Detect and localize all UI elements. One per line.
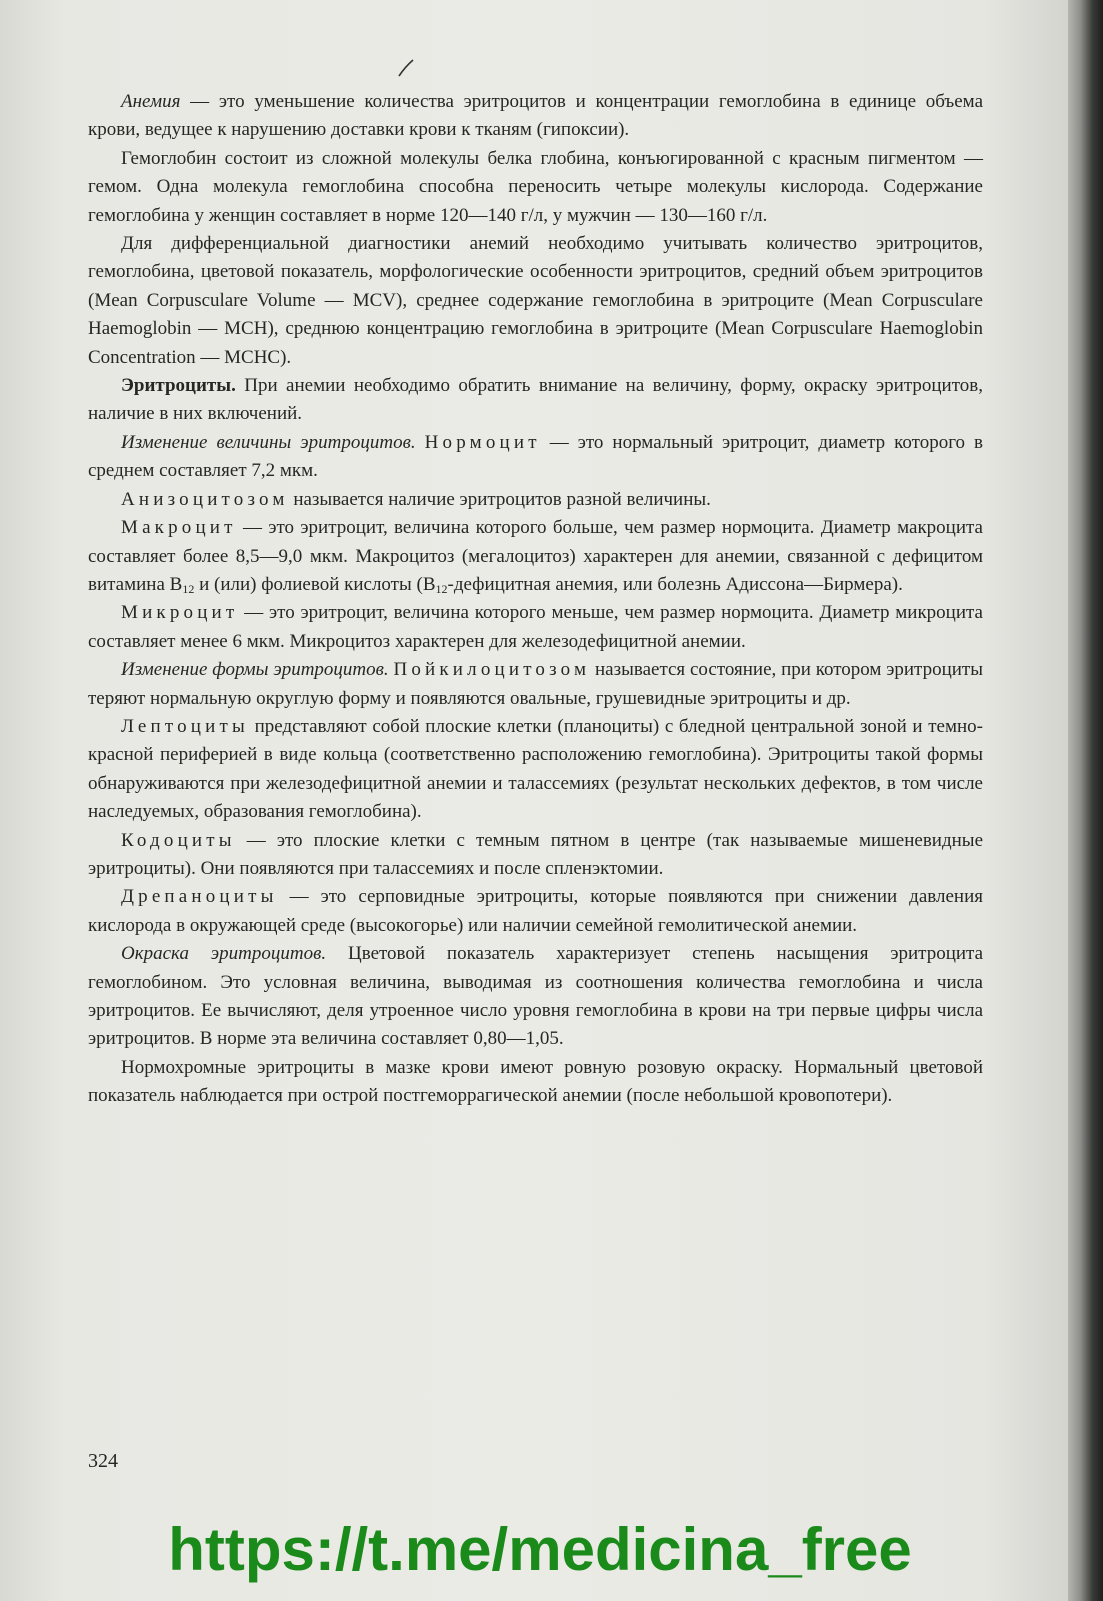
paragraph-text: При анемии необходимо обратить внимание на величину, форму, окраску эритроцитов, наличие в них включений. [88, 375, 983, 425]
paragraph-text: Цветовой показатель характеризует степень насыщения эритроцита гемоглобином. Это условная величина, выводимая из соотношения количества гемоглобина и числа эритроцитов. Ее вычисляют, деля утроенное число уровня гемоглобина в крови на три первые цифры числа эритроцитов. В норме эта величина составляет 0,80—1,05. [88, 943, 984, 1050]
subheading-shape-change: Изменение формы эритроцитов. [121, 659, 389, 681]
paragraph-hemoglobin [88, 145, 983, 230]
book-edge-shadow [1068, 0, 1103, 1601]
term-anisocytosis: Анизоцитозом [121, 488, 289, 510]
paragraph-text: — это эритроцит, величина которого больше, чем размер нормоцита. Диаметр макроцита составляет более 8,5—9,0 мкм. Макроцитоз (мегалоцитоз) характерен для анемии, связанной с дефицитом витамина B [88, 517, 983, 595]
term-drepanocytes: Дрепаноциты [121, 886, 278, 908]
term-microcyte: Микроцит [121, 602, 239, 624]
subscript: 12 [435, 581, 448, 596]
paragraph-text: называется наличие эритроцитов разной величины. [288, 488, 711, 510]
paragraph-text: Нормохромные эритроциты в мазке крови имеют ровную розовую окраску. Нормальный цветовой показатель наблюдается при острой постгеморрагической анемии (после небольшой кровопотери). [88, 1056, 983, 1107]
paragraph-erythrocytes [88, 372, 983, 429]
watermark-link[interactable]: https://t.me/medicina_free [168, 1516, 912, 1583]
paragraph-normocyte [88, 429, 983, 486]
paragraph-poikilocytosis [88, 656, 983, 713]
paragraph-drepanocytes [88, 883, 983, 940]
paragraph-differential-diagnosis [88, 230, 983, 372]
paragraph-text: -дефицитная анемия, или болезнь Адиссона—Бирмера). [447, 573, 903, 595]
paragraph-color-index [88, 940, 983, 1054]
term-leptocytes: Лептоциты [121, 715, 249, 737]
paragraph-text: — это плоские клетки с темным пятном в центре (так называемые мишеневидные эритроциты). Они появляются при талассемиях и после спленэктомии. [88, 829, 983, 879]
term-erythrocytes: Эритроциты. [121, 375, 236, 397]
paragraph-text: Для дифференциальной диагностики анемий необходимо учитывать количество эритроцитов, гемоглобина, цветовой показатель, морфологические особенности эритроцитов, средний объем эритроцитов (Mean Corpusculare Volume — MCV), среднее содержание гемоглобина в эритроците (Mean Corpusculare Haemoglobin — MCH), среднюю концентрацию гемоглобина в эритроците (Mean Corpusculare Haemoglobin Concentration — MCHC). [88, 233, 983, 368]
subheading-color: Окраска эритроцитов. [121, 943, 327, 965]
term-macrocyte: Макроцит [121, 517, 237, 539]
paragraph-normochromic [88, 1054, 983, 1111]
term-codocytes: Кодоциты [121, 829, 236, 851]
paragraph-anisocytosis [88, 486, 983, 514]
body-text [88, 88, 983, 1111]
page-number: 324 [88, 1450, 118, 1472]
paragraph-text: Гемоглобин состоит из сложной молекулы белка глобина, конъюгированной с красным пигментом — гемом. Одна молекула гемоглобина способна переносить четыре молекулы кислорода. Содержание гемоглобина у женщин составляет в норме 120—140 г/л, у мужчин — 130—160 г/л. [88, 147, 983, 226]
paragraph-text: и (или) фолиевой кислоты (B [194, 573, 436, 595]
term-poikilocytosis: Пойкилоцитозом [393, 659, 591, 681]
paragraph-text: — это серповидные эритроциты, которые появляются при снижении давления кислорода в окружающей среде (высокогорье) или наличии семейной гемолитической анемии. [88, 886, 983, 936]
pen-mark-icon [396, 58, 416, 78]
paragraph-text: — это эритроцит, величина которого меньше, чем размер нормоцита. Диаметр микроцита составляет менее 6 мкм. Микроцитоз характерен для железодефицитной анемии. [88, 602, 983, 652]
subheading-size-change: Изменение величины эритроцитов. [121, 431, 416, 453]
paragraph-text: — это уменьшение количества эритроцитов и концентрации гемоглобина в единице объема крови, ведущее к нарушению доставки крови к тканям (гипоксии). [88, 91, 983, 141]
paragraph-text: представляют собой плоские клетки (планоциты) с бледной центральной зоной и темно-красной периферией в виде кольца (соответственно расположению гемоглобина). Эритроциты такой формы обнаруживаются при железодефицитной анемии и талассемиях (результат нескольких дефектов, в том числе наследуемых, образования гемоглобина). [88, 715, 983, 823]
paragraph-codocytes [88, 827, 983, 884]
paragraph-anemia-definition [88, 88, 983, 145]
paragraph-text: — это нормальный эритроцит, диаметр которого в среднем составляет 7,2 мкм. [88, 431, 983, 482]
term-anemia: Анемия [121, 91, 181, 112]
paragraph-macrocyte [88, 514, 983, 599]
paragraph-microcyte [88, 599, 983, 656]
paragraph-leptocytes [88, 713, 983, 827]
term-normocyte: Нормоцит [424, 431, 541, 453]
paragraph-text: называется состояние, при котором эритроциты теряют нормальную округлую форму и появляются овальные, грушевидные эритроциты и др. [88, 659, 984, 709]
subscript: 12 [182, 581, 195, 596]
